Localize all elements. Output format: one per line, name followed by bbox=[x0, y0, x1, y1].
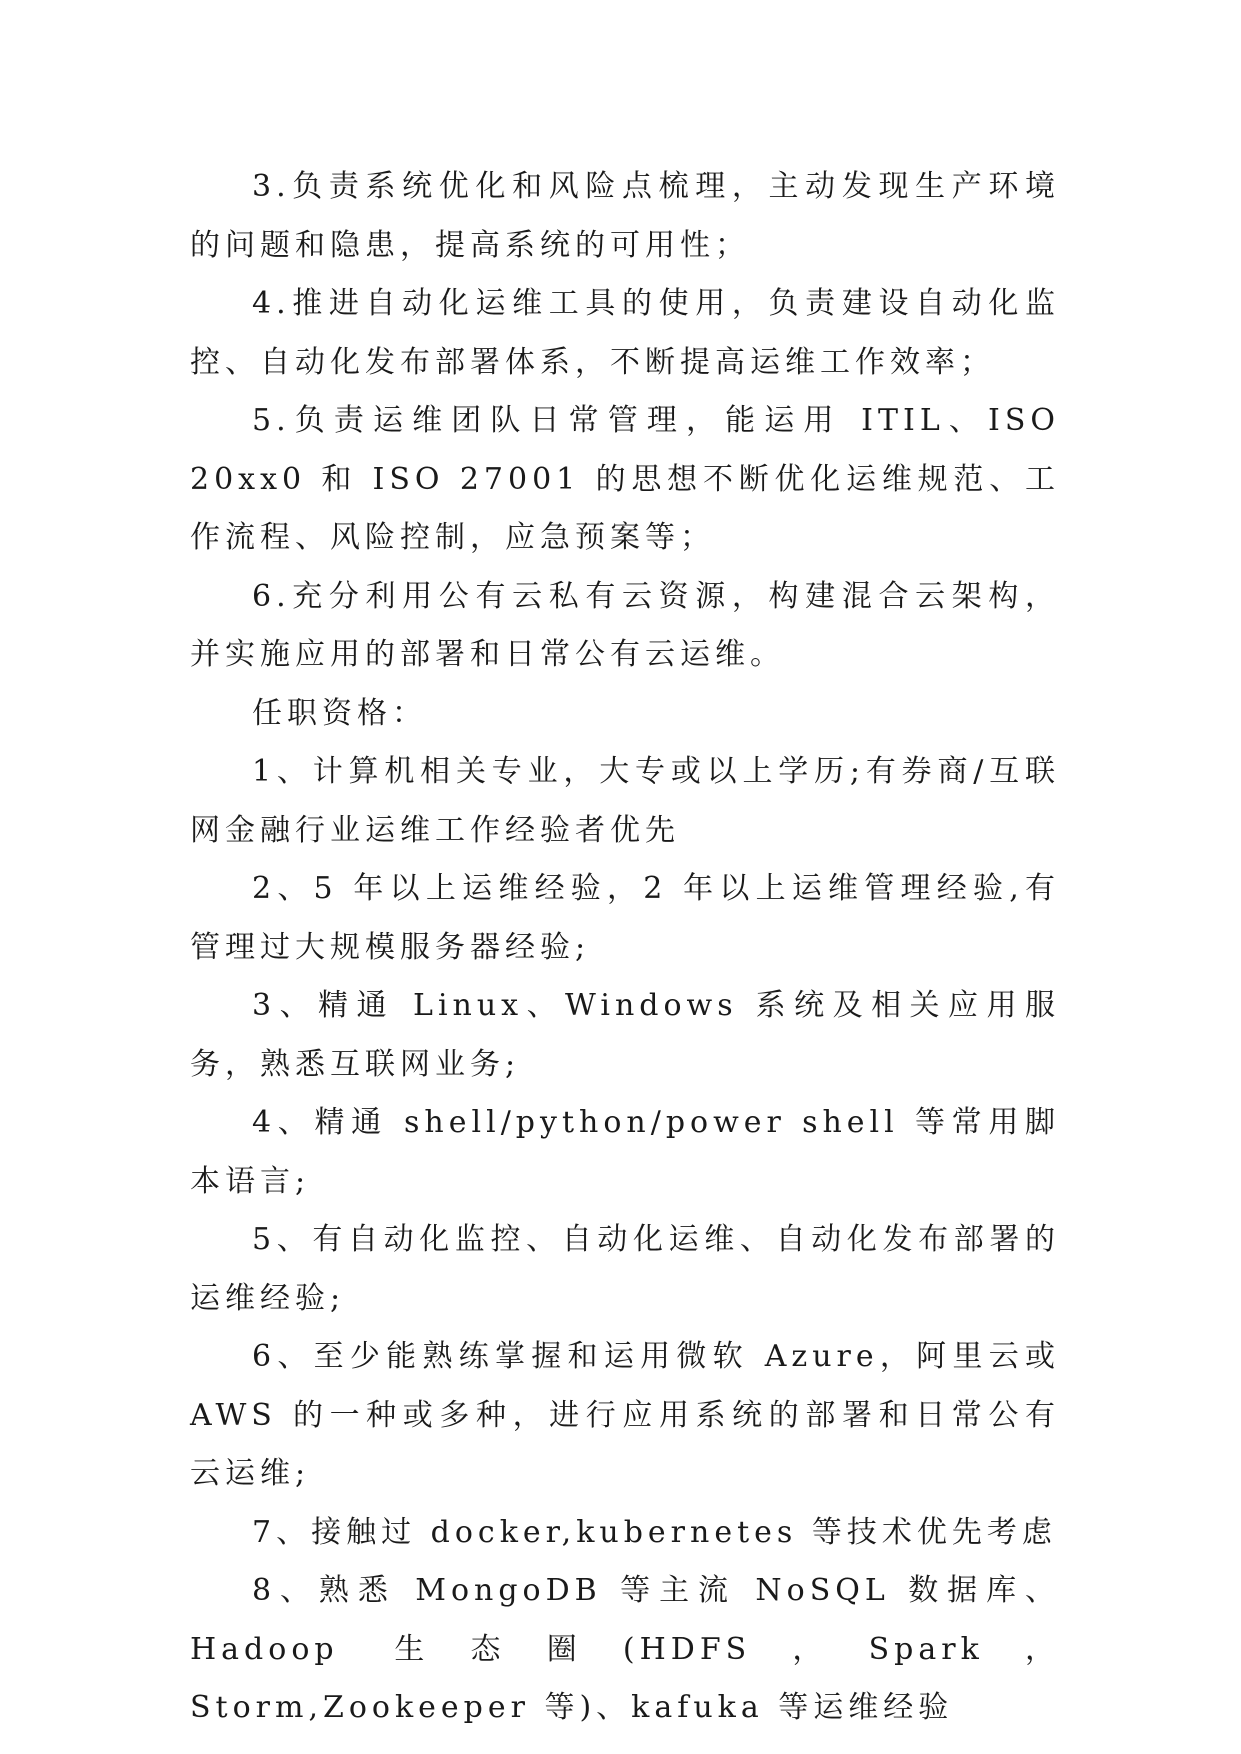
qualification-item-1: 1、计算机相关专业，大专或以上学历;有券商/互联网金融行业运维工作经验者优先 bbox=[190, 754, 1060, 848]
qualification-item-4: 4、精通 shell/python/power shell 等常用脚本语言; bbox=[190, 1105, 1060, 1199]
qualification-item-5: 5、有自动化监控、自动化运维、自动化发布部署的运维经验; bbox=[190, 1222, 1060, 1316]
document-body bbox=[190, 158, 1075, 1738]
qualifications-heading: 任职资格： bbox=[252, 695, 427, 731]
qualification-item-6: 6、至少能熟练掌握和运用微软 Azure，阿里云或 AWS 的一种或多种，进行应用系统的部署和日常公有云运维; bbox=[190, 1339, 1075, 1491]
qualification-item-2: 2、5 年以上运维经验，2 年以上运维管理经验,有管理过大规模服务器经验; bbox=[190, 871, 1060, 965]
responsibility-item-6: 6.充分利用公有云私有云资源，构建混合云架构，并实施应用的部署和日常公有云运维。 bbox=[190, 578, 1060, 672]
responsibility-item-3: 3.负责系统优化和风险点梳理，主动发现生产环境的问题和隐患，提高系统的可用性； bbox=[190, 169, 1060, 263]
responsibility-item-5: 5.负责运维团队日常管理，能运用 ITIL、ISO 20xx0 和 ISO 27001 的思想不断优化运维规范、工作流程、风险控制，应急预案等； bbox=[190, 403, 1075, 555]
qualification-item-3: 3、精通 Linux、Windows 系统及相关应用服务，熟悉互联网业务; bbox=[190, 988, 1060, 1082]
responsibility-item-4: 4.推进自动化运维工具的使用，负责建设自动化监控、自动化发布部署体系，不断提高运维工作效率； bbox=[190, 286, 1060, 380]
qualification-item-8: 8、熟悉 MongoDB 等主流 NoSQL 数据库、Hadoop 生态圈(HDFS，Spark，Storm,Zookeeper 等)、kafuka 等运维经验 bbox=[190, 1573, 1060, 1725]
qualification-item-7: 7、接触过 docker,kubernetes 等技术优先考虑 bbox=[252, 1514, 1057, 1550]
